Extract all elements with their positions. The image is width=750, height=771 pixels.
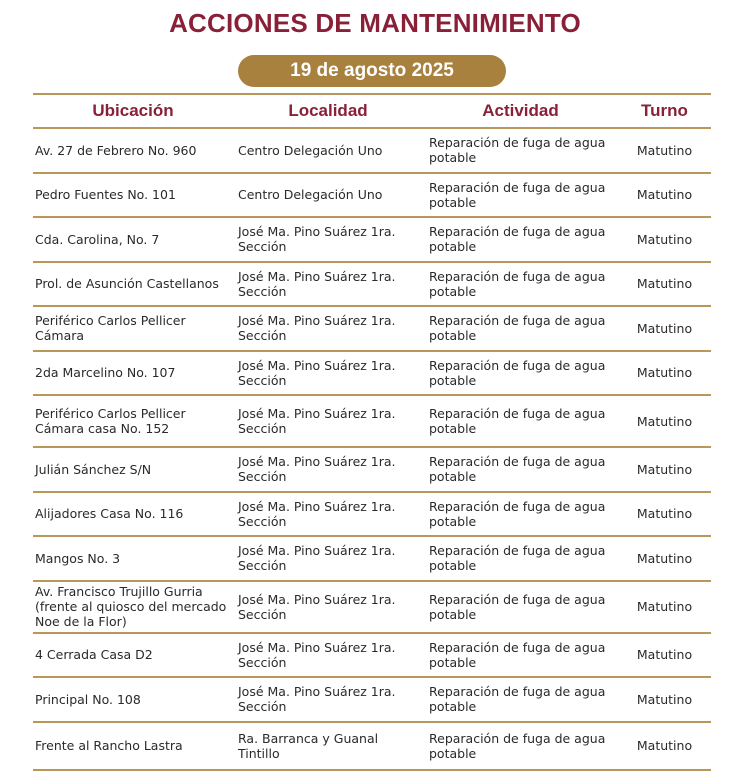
table-row — [33, 448, 711, 493]
cell-ubicacion: Frente al Rancho Lastra — [35, 738, 183, 753]
table-row — [33, 493, 711, 538]
cell-ubicacion: 4 Cerrada Casa D2 — [35, 647, 153, 663]
cell-actividad: Reparación de fuga de agua potable — [429, 135, 606, 166]
cell-ubicacion: Cda. Carolina, No. 7 — [35, 231, 160, 247]
cell-actividad: Reparación de fuga de agua potable — [429, 268, 606, 299]
cell-ubicacion: Periférico Carlos Pellicer Cámara — [35, 313, 186, 344]
cell-localidad: Ra. Barranca y Guanal Tintillo — [238, 730, 379, 761]
cell-localidad: José Ma. Pino Suárez 1ra. Sección — [238, 454, 396, 485]
cell-actividad: Reparación de fuga de agua potable — [429, 179, 606, 210]
date-badge: 19 de agosto 2025 — [238, 55, 506, 87]
cell-localidad: José Ma. Pino Suárez 1ra. Sección — [238, 591, 396, 622]
cell-ubicacion: 2da Marcelino No. 107 — [35, 365, 176, 381]
cell-actividad: Reparación de fuga de agua potable — [429, 543, 606, 574]
cell-localidad: José Ma. Pino Suárez 1ra. Sección — [238, 543, 396, 574]
table-row — [33, 723, 711, 771]
cell-turno: Matutino — [636, 187, 693, 203]
cell-ubicacion: Mangos No. 3 — [35, 550, 121, 566]
cell-ubicacion: Periférico Carlos Pellicer Cámara casa No. 152 — [35, 406, 186, 436]
cell-actividad: Reparación de fuga de agua potable — [429, 454, 606, 485]
cell-ubicacion: Av. Francisco Trujillo Gurria (frente al quiosco del mercado Noe de la Flor) — [35, 584, 227, 629]
cell-actividad: Reparación de fuga de agua potable — [429, 406, 606, 436]
cell-localidad: José Ma. Pino Suárez 1ra. Sección — [238, 313, 396, 344]
cell-localidad: Centro Delegación Uno — [238, 187, 383, 203]
table-row — [33, 678, 711, 723]
table-row — [33, 537, 711, 582]
cell-localidad: José Ma. Pino Suárez 1ra. Sección — [238, 357, 396, 388]
table-row — [33, 218, 711, 263]
cell-ubicacion: Alijadores Casa No. 116 — [35, 506, 184, 522]
maintenance-table — [33, 93, 711, 771]
cell-turno: Matutino — [636, 506, 693, 522]
cell-turno: Matutino — [636, 691, 693, 707]
cell-turno: Matutino — [636, 413, 693, 429]
header-ubicacion: Ubicación — [92, 101, 174, 120]
cell-actividad: Reparación de fuga de agua potable — [429, 357, 606, 388]
table-row — [33, 582, 711, 634]
header-actividad: Actividad — [482, 101, 559, 120]
cell-actividad: Reparación de fuga de agua potable — [429, 684, 606, 715]
cell-actividad: Reparación de fuga de agua potable — [429, 224, 606, 255]
table-row — [33, 174, 711, 219]
cell-turno: Matutino — [636, 365, 693, 381]
cell-localidad: José Ma. Pino Suárez 1ra. Sección — [238, 639, 396, 670]
cell-localidad: José Ma. Pino Suárez 1ra. Sección — [238, 268, 396, 299]
table-row — [33, 307, 711, 352]
cell-turno: Matutino — [636, 738, 693, 753]
table-row — [33, 634, 711, 679]
cell-ubicacion: Av. 27 de Febrero No. 960 — [35, 142, 197, 158]
header-localidad: Localidad — [288, 101, 368, 120]
cell-actividad: Reparación de fuga de agua potable — [429, 498, 606, 529]
cell-localidad: Centro Delegación Uno — [238, 142, 383, 158]
header-turno: Turno — [641, 101, 688, 120]
cell-ubicacion: Prol. de Asunción Castellanos — [35, 276, 219, 292]
cell-turno: Matutino — [636, 320, 693, 336]
cell-turno: Matutino — [636, 647, 693, 663]
table-row — [33, 352, 711, 397]
cell-actividad: Reparación de fuga de agua potable — [429, 591, 606, 622]
cell-actividad: Reparación de fuga de agua potable — [429, 639, 606, 670]
cell-ubicacion: Pedro Fuentes No. 101 — [35, 187, 176, 203]
table-row — [33, 396, 711, 448]
cell-turno: Matutino — [636, 550, 693, 566]
cell-turno: Matutino — [636, 276, 693, 292]
cell-turno: Matutino — [636, 461, 693, 477]
table-row — [33, 129, 711, 174]
cell-localidad: José Ma. Pino Suárez 1ra. Sección — [238, 224, 396, 255]
cell-turno: Matutino — [636, 142, 693, 158]
page-title: ACCIONES DE MANTENIMIENTO — [169, 8, 581, 38]
cell-actividad: Reparación de fuga de agua potable — [429, 313, 606, 344]
cell-ubicacion: Principal No. 108 — [35, 691, 141, 707]
cell-turno: Matutino — [636, 599, 693, 614]
table-header — [33, 93, 711, 129]
cell-turno: Matutino — [636, 231, 693, 247]
cell-localidad: José Ma. Pino Suárez 1ra. Sección — [238, 684, 396, 715]
table-row — [33, 263, 711, 308]
cell-localidad: José Ma. Pino Suárez 1ra. Sección — [238, 498, 396, 529]
cell-ubicacion: Julián Sánchez S/N — [35, 461, 152, 477]
cell-localidad: José Ma. Pino Suárez 1ra. Sección — [238, 406, 396, 436]
cell-actividad: Reparación de fuga de agua potable — [429, 730, 606, 761]
